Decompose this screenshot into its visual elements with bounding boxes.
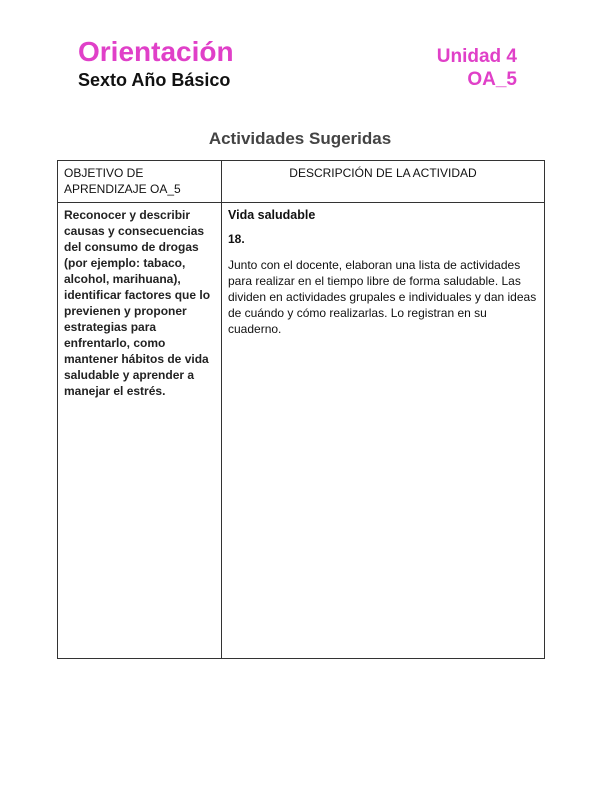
description-column-header: DESCRIPCIÓN DE LA ACTIVIDAD: [222, 161, 545, 203]
objective-column-header: OBJETIVO DE APRENDIZAJE OA_5: [58, 161, 222, 203]
activities-table: [57, 160, 545, 659]
section-title: Actividades Sugeridas: [208, 129, 392, 148]
table-header-row: [58, 161, 545, 203]
activity-number: 18.: [228, 232, 245, 246]
page-header: [78, 36, 517, 96]
activity-title: Vida saludable: [228, 208, 316, 222]
grade-level: Sexto Año Básico: [78, 70, 231, 90]
table-row: [58, 203, 545, 659]
subject-title: Orientación: [78, 36, 234, 67]
unit-label: Unidad 4: [436, 46, 517, 67]
activity-description: Junto con el docente, elaboran una lista de actividades para realizar en el tiempo libre de forma saludable. Las dividen en actividades grupales e individuales y dan ideas de cuándo y cómo realizarlas. Lo registran en su cuaderno.: [228, 258, 537, 336]
oa-label: OA_5: [467, 69, 517, 90]
description-cell: [222, 203, 545, 659]
objective-cell: Reconocer y describir causas y consecuencias del consumo de drogas (por ejemplo: tabaco, alcohol, marihuana), identificar factores que lo previenen y proponer estrategias para enfrentarlo, como mantener hábitos de vida saludable y aprender a manejar el estrés.: [58, 203, 222, 659]
